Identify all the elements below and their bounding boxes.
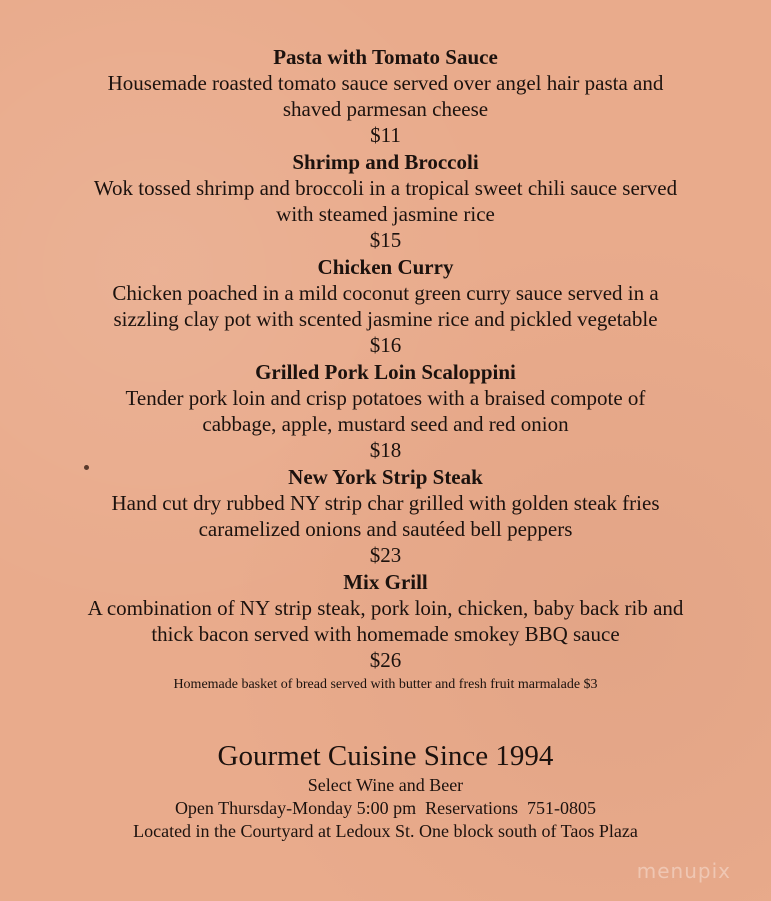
menu-items-list [0,44,771,708]
menu-item-description: Wok tossed shrimp and broccoli in a tropical sweet chili sauce served with steamed jasmine rice [93,176,678,226]
menu-item [0,44,771,149]
menu-item-price: $26 [369,648,402,672]
paper-speck [84,465,89,470]
menu-item-name: Mix Grill [343,570,428,594]
hours-reservations: Open Thursday-Monday 5:00 pm Reservations 751-0805 [174,798,597,818]
menu-item [0,254,771,359]
menu-item-description: A combination of NY strip steak, pork loin, chicken, baby back rib and thick bacon served with homemade smokey BBQ sauce [87,596,684,646]
menu-item-name: New York Strip Steak [288,465,483,489]
menu-item [0,359,771,464]
menu-item [0,149,771,254]
menu-item-price: $15 [369,228,402,252]
menu-item-price: $11 [370,123,401,147]
menu-item-name: Pasta with Tomato Sauce [273,45,498,69]
menu-item-name: Chicken Curry [317,255,454,279]
menu-item-name: Shrimp and Broccoli [292,150,479,174]
watermark-logo: menupix [636,859,731,883]
menu-item-price: $16 [369,333,402,357]
menu-item [0,464,771,569]
menu-item-description: Hand cut dry rubbed NY strip char grilled with golden steak fries caramelized onions and sautéed bell peppers [111,491,660,541]
menu-item-description: Housemade roasted tomato sauce served over angel hair pasta and shaved parmesan cheese [107,71,664,121]
wine-note: Select Wine and Beer [307,775,464,795]
menu-item-price: $18 [369,438,402,462]
bread-note: Homemade basket of bread served with butter and fresh fruit marmalade $3 [173,677,598,692]
restaurant-info [0,738,771,843]
menu-item [0,569,771,674]
menu-item-description: Tender pork loin and crisp potatoes with a braised compote of cabbage, apple, mustard seed and red onion [125,386,646,436]
menu-item-name: Grilled Pork Loin Scaloppini [255,360,516,384]
menu-item-description: Chicken poached in a mild coconut green curry sauce served in a sizzling clay pot with scented jasmine rice and pickled vegetable [112,281,659,331]
menu-item-price: $23 [369,543,402,567]
location: Located in the Courtyard at Ledoux St. One block south of Taos Plaza [133,821,638,841]
tagline: Gourmet Cuisine Since 1994 [217,740,554,772]
